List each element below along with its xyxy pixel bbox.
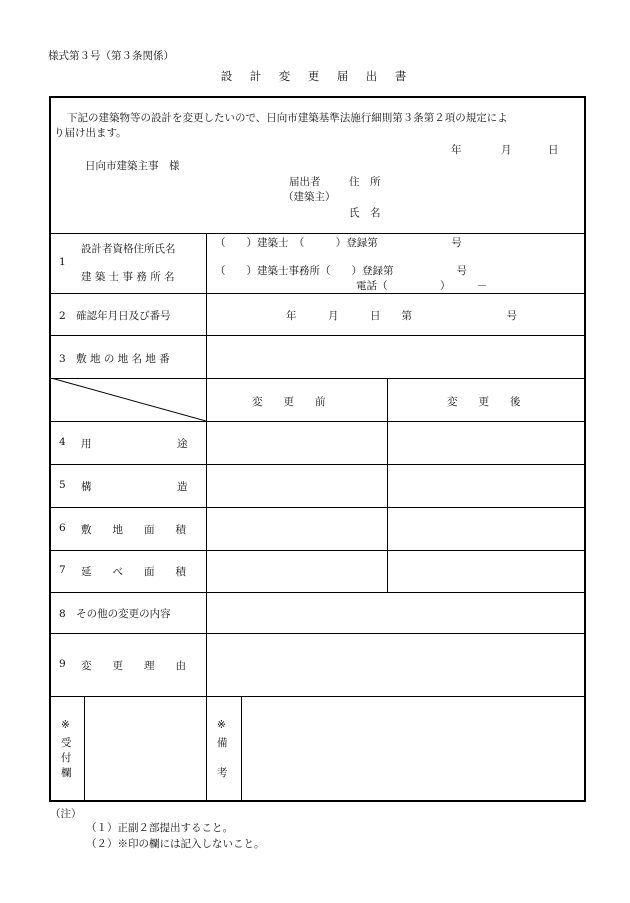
- row9-number: 9: [59, 658, 66, 670]
- receipt-mark: ※: [61, 719, 70, 731]
- row4-label-a: 用: [81, 438, 92, 450]
- row3-label: 3 敷 地 の 地 名 地 番: [59, 353, 170, 365]
- intro-text-line2: り届け出ます。: [54, 127, 127, 139]
- after-change-header: 変 更 後: [447, 396, 521, 408]
- address-label: 住 所: [349, 176, 381, 188]
- remarks-mark: ※: [217, 719, 226, 731]
- remarks-char: 備: [217, 737, 228, 749]
- row-divider: [51, 696, 584, 697]
- row1-label-line2: 建 築 士 事 務 所 名: [81, 271, 175, 283]
- before-change-header: 変 更 前: [252, 396, 326, 408]
- receipt-char: 付: [61, 752, 72, 764]
- row-divider: [51, 464, 584, 465]
- row4-number: 4: [59, 436, 66, 448]
- before-after-divider: [387, 378, 388, 592]
- confirmation-date-number-field[interactable]: 年 月 日 第 号: [286, 310, 517, 322]
- remarks-divider-right: [241, 696, 242, 800]
- notes-heading: （注）: [50, 808, 82, 820]
- row7-number: 7: [59, 564, 66, 576]
- remarks-divider-left: [206, 696, 207, 800]
- row-divider: [51, 550, 584, 551]
- diagonal-header-cell: [51, 378, 206, 421]
- row5-label-a: 構: [81, 481, 92, 493]
- row-divider: [51, 421, 584, 422]
- intro-text-line1: 下記の建築物等の設計を変更したいので、日向市建築基準法施行細則第３条第２項の規定によ: [67, 112, 508, 124]
- addressee: 日向市建築主事 様: [85, 160, 180, 172]
- row-divider: [51, 592, 584, 593]
- row2-label: 2 確認年月日及び番号: [59, 310, 171, 322]
- receipt-char: 受: [61, 737, 72, 749]
- receipt-divider: [84, 696, 85, 800]
- row1-number: 1: [59, 256, 66, 268]
- row-divider: [51, 293, 584, 294]
- note-item: （１）正副２部提出すること。: [86, 822, 233, 834]
- row5-number: 5: [59, 479, 66, 491]
- note-item: （２）※印の欄には記入しないこと。: [86, 838, 265, 850]
- row-divider: [51, 335, 584, 336]
- applicant-label: 届出者: [289, 176, 321, 188]
- receipt-char: 欄: [61, 767, 72, 779]
- row6-number: 6: [59, 522, 66, 534]
- architect-registration-field[interactable]: （ ）建築士 （ ）登録第 号: [215, 237, 462, 249]
- row7-label: 延 べ 面 積: [81, 566, 186, 578]
- notification-form: [49, 96, 586, 802]
- date-year: 年: [451, 144, 462, 156]
- office-registration-field[interactable]: （ ）建築士事務所（ ）登録第 号: [215, 265, 467, 277]
- name-label: 氏 名: [349, 207, 381, 219]
- row-divider: [51, 233, 584, 234]
- row8-label: 8 その他の変更の内容: [59, 608, 171, 620]
- row1-label-line1: 設計者資格住所氏名: [81, 243, 176, 255]
- row9-label: 変 更 理 由: [81, 660, 186, 672]
- row-divider: [51, 633, 584, 634]
- date-day: 日: [548, 144, 559, 156]
- row4-label-b: 途: [177, 438, 188, 450]
- applicant-sub-label: （建築主）: [283, 191, 336, 203]
- label-column-divider: [206, 233, 207, 696]
- document-title: 設 計 変 更 届 出 書: [220, 69, 410, 83]
- remarks-char: 考: [217, 767, 228, 779]
- row-divider: [51, 507, 584, 508]
- row5-label-b: 造: [177, 481, 188, 493]
- date-month: 月: [501, 144, 512, 156]
- phone-field[interactable]: 電話（ ） －: [356, 280, 488, 292]
- form-number: 様式第３号（第３条関係）: [48, 50, 174, 62]
- row6-label: 敷 地 面 積: [81, 524, 186, 536]
